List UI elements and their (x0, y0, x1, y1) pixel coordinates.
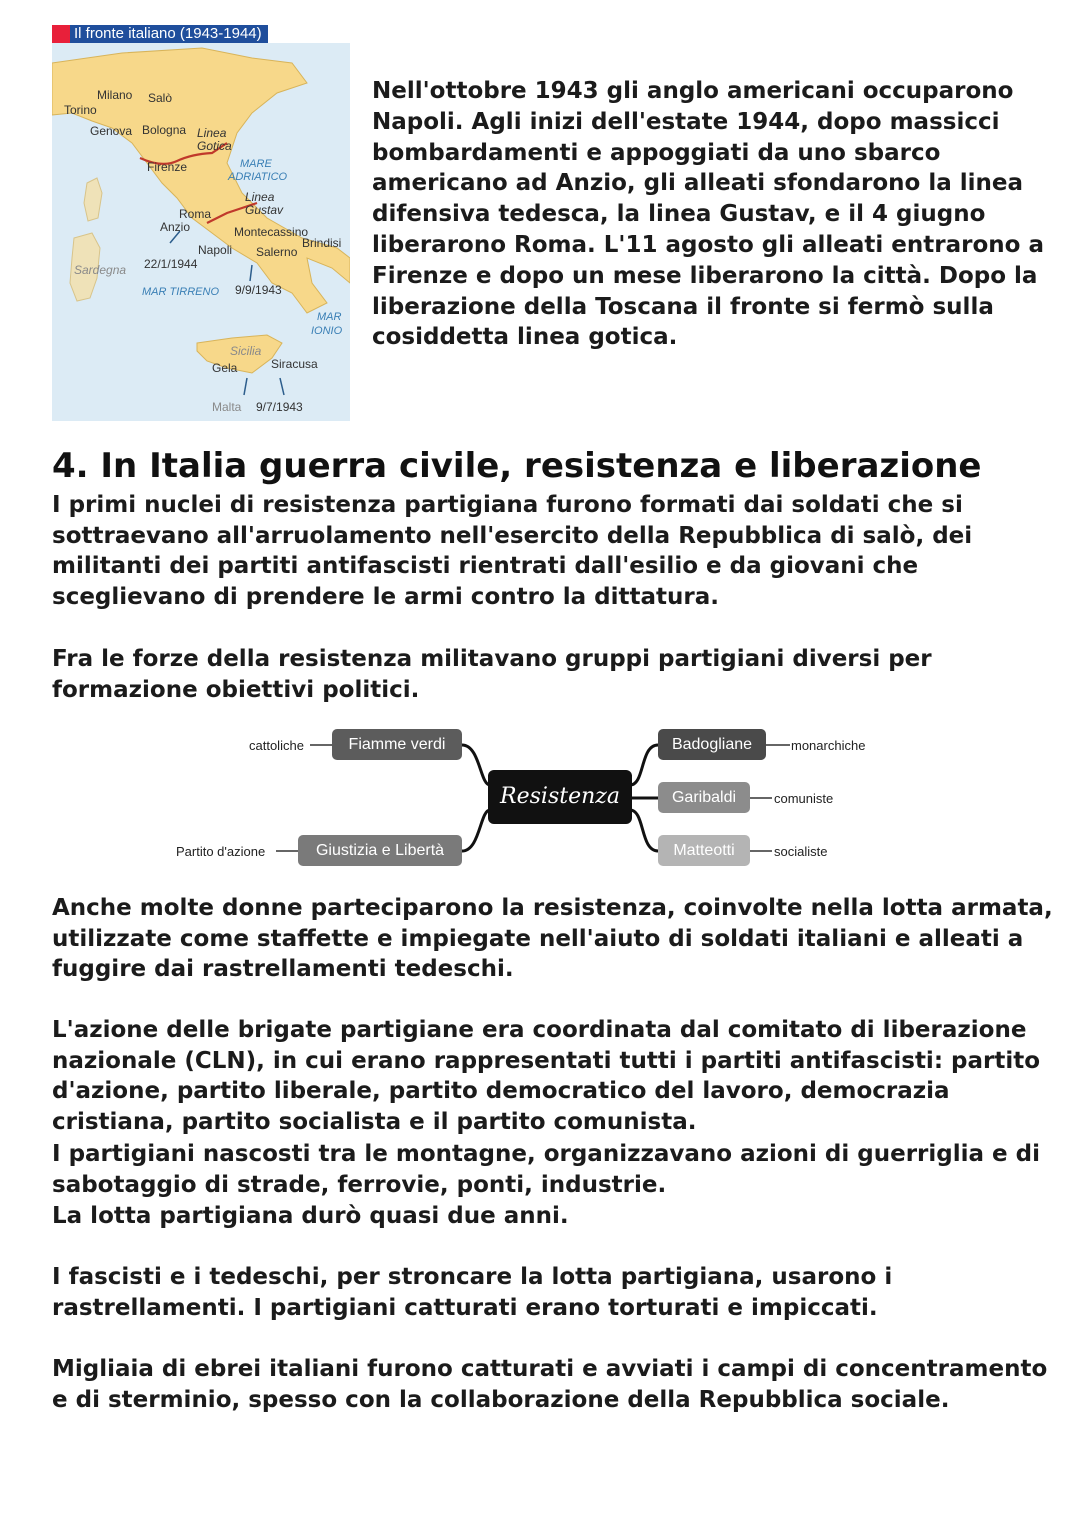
map-land-corsica (84, 178, 102, 221)
paragraph-rastrellamenti: I fascisti e i tedeschi, per stroncare la lotta partigiana, usarono i rastrellamenti. I partigiani catturati erano torturati e impiccati. (52, 1264, 893, 1321)
map-label-milano: Milano (97, 88, 133, 102)
connector-matteotti (630, 810, 658, 851)
map-label-malta: Malta (212, 400, 242, 414)
map-label-firenze: Firenze (147, 160, 188, 174)
map-label-linea-gustav-1: Linea (245, 190, 275, 204)
map-label-mare-adriatico-2: ADRIATICO (228, 171, 288, 183)
map-title-accent (52, 25, 70, 43)
map-label-date-anzio: 22/1/1944 (144, 257, 198, 271)
map-label-bologna: Bologna (142, 123, 187, 137)
map-label-genova: Genova (90, 124, 133, 138)
mindmap-tag-partito-azione: Partito d'azione (176, 844, 266, 859)
mindmap-tag-socialiste: socialiste (774, 844, 828, 859)
connector-giustizia-liberta (462, 810, 490, 851)
connector-fiamme-verdi (462, 745, 490, 785)
mindmap-tag-comuniste: comuniste (774, 791, 834, 806)
section-heading: 4. In Italia guerra civile, resistenza e liberazione (52, 446, 982, 486)
paragraph-cln: L'azione delle brigate partigiane era coordinata dal comitato di liberazione nazionale (CLN), in cui erano rappresentati tutti i partiti antifascisti: partito d'azione, partito liberale, partito democratico del lavoro, democrazia cristiana, partito socialista e il partito comunista. (52, 1017, 1041, 1136)
italy-front-map (52, 43, 350, 421)
arrow-gela (244, 378, 247, 395)
paragraph-guerriglia: I partigiani nascosti tra le montagne, organizzavano azioni di guerriglia e di sabotaggio di strade, ferrovie, ponti, industrie. (52, 1141, 1041, 1198)
paragraph-ebrei: Migliaia di ebrei italiani furono catturati e avviati i campi di concentramento e di sterminio, spesso con la collaborazione della Repubblica sociale. (52, 1356, 1048, 1413)
map-label-brindisi: Brindisi (302, 236, 342, 250)
arrow-salerno (250, 265, 252, 281)
paragraph-durata: La lotta partigiana durò quasi due anni. (52, 1203, 569, 1229)
map-label-date-salerno: 9/9/1943 (235, 283, 282, 297)
map-label-mar-tirreno: MAR TIRRENO (142, 286, 219, 298)
map-label-linea-gotica-2: Gotica (197, 139, 232, 153)
map-label-mare-adriatico-1: MARE (240, 158, 272, 170)
mindmap-node-matteotti: Matteotti (658, 835, 750, 866)
map-title (52, 25, 268, 43)
map-title-text: Il fronte italiano (1943-1944) (74, 25, 262, 42)
mindmap-node-giustizia-liberta: Giustizia e Libertà (298, 835, 462, 866)
mindmap-node-fiamme-verdi: Fiamme verdi (332, 729, 462, 760)
connector-badogliane (630, 745, 658, 785)
map-label-montecassino: Montecassino (234, 225, 309, 239)
mindmap-center-node: Resistenza (488, 770, 632, 824)
mindmap-tag-cattoliche: cattoliche (249, 738, 304, 753)
mindmap-node-garibaldi: Garibaldi (658, 782, 750, 813)
intro-paragraph: Nell'ottobre 1943 gli anglo americani occuparono Napoli. Agli inizi dell'estate 1944, dopo massicci bombardamenti e appoggiati da uno sbarco americano ad Anzio, gli alleati sfondarono la linea difensiva tedesca, la linea Gustav, e il 4 giugno liberarono Roma. L'11 agosto gli alleati entrarono a Firenze e dopo un mese liberarono la città. Dopo la liberazione della Toscana il fronte si fermò sulla cosiddetta linea gotica. (372, 78, 1044, 351)
mindmap-tag-monarchiche: monarchiche (791, 738, 866, 753)
paragraph-forze-resistenza: Fra le forze della resistenza militavano gruppi partigiani diversi per formazione obiettivi politici. (52, 646, 932, 703)
map-label-salo: Salò (148, 91, 173, 105)
paragraph-resistenza-origini: I primi nuclei di resistenza partigiana furono formati dai soldati che si sottraevano all'arruolamento nell'esercito della Repubblica di salò, dei militanti dei partiti antifascisti rientrati dall'esilio e da giovani che sceglievano di prendere le armi contro la dittatura. (52, 492, 973, 611)
arrow-siracusa (280, 378, 284, 395)
map-label-torino: Torino (64, 103, 97, 117)
map-label-linea-gotica-1: Linea (197, 126, 227, 140)
map-label-mar-ionio-2: IONIO (311, 325, 343, 337)
map-label-date-sicilia: 9/7/1943 (256, 400, 303, 414)
map-label-napoli: Napoli (198, 243, 233, 257)
map-label-sicilia: Sicilia (230, 344, 262, 358)
paragraph-donne: Anche molte donne parteciparono la resistenza, coinvolte nella lotta armata, utilizzate come staffette e impiegate nell'aiuto di soldati italiani e alleati a fuggire dai rastrellamenti tedeschi. (52, 895, 1053, 983)
map-label-anzio: Anzio (160, 220, 191, 234)
map-label-siracusa: Siracusa (271, 357, 318, 371)
mindmap-node-badogliane: Badogliane (658, 729, 766, 760)
map-label-linea-gustav-2: Gustav (245, 203, 284, 217)
map-label-salerno: Salerno (256, 245, 298, 259)
map-label-roma: Roma (179, 207, 212, 221)
map-label-sardegna: Sardegna (74, 263, 127, 277)
map-label-gela: Gela (212, 361, 238, 375)
map-label-mar-ionio-1: MAR (317, 311, 342, 323)
